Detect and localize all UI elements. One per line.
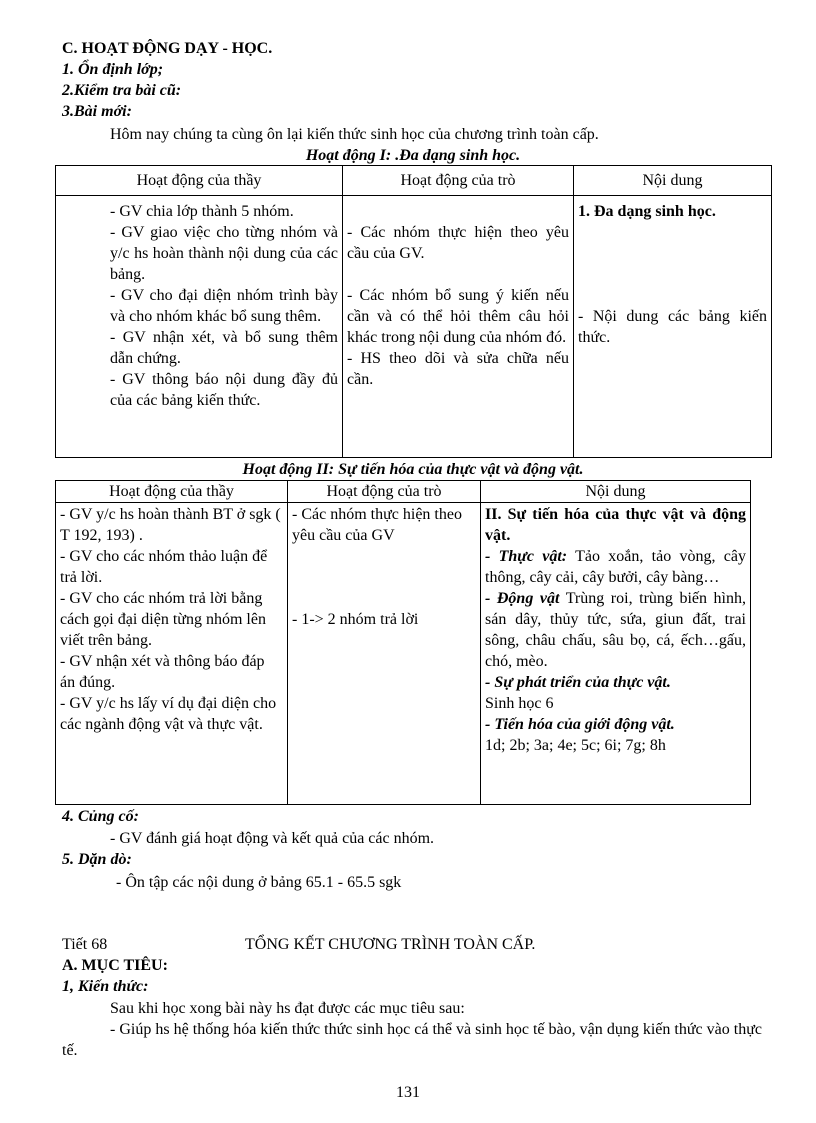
list-item: - GV thông báo nội dung đầy đủ của các bảng kiến thức. xyxy=(110,371,338,409)
list-item: - GV cho các nhóm thảo luận để trả lời. xyxy=(60,548,268,586)
list-item: - HS theo dõi và sửa chữa nếu cần. xyxy=(347,350,569,388)
step-2: 2.Kiểm tra bài cũ: xyxy=(62,82,182,99)
list-item: - GV cho đại diện nhóm trình bày và cho nhóm khác bổ sung thêm. xyxy=(110,287,338,325)
activity1-header-content: Nội dung xyxy=(574,166,772,196)
activity1-content-cell xyxy=(574,196,772,458)
objectives-line-1: Sau khi học xong bài này hs đạt được các mục tiêu sau: xyxy=(110,1000,465,1017)
step-3: 3.Bài mới: xyxy=(62,103,132,120)
activity1-header-teacher: Hoạt động của thầy xyxy=(56,166,343,196)
list-item: - Các nhóm thực hiện theo yêu cầu của GV xyxy=(292,506,462,544)
list-item: - GV giao việc cho từng nhóm và y/c hs hoàn thành nội dung của các bảng. xyxy=(110,224,338,283)
animals-item xyxy=(485,588,746,672)
plant-development-label: - Sự phát triển của thực vật. xyxy=(485,674,671,691)
activity1-student-cell xyxy=(343,196,574,458)
list-item: - GV y/c hs hoàn thành BT ở sgk ( T 192, 193) . xyxy=(60,506,281,544)
activity1-header-student: Hoạt động của trò xyxy=(343,166,574,196)
activity2-teacher-cell xyxy=(56,503,288,805)
list-item: - GV nhận xét, và bổ sung thêm dẫn chứng. xyxy=(110,329,338,367)
animal-evolution-label: - Tiến hóa của giới động vật. xyxy=(485,716,675,733)
content-heading: II. Sự tiến hóa của thực vật và động vật. xyxy=(485,506,746,544)
activity2-header-student: Hoạt động của trò xyxy=(288,481,481,503)
activity2-header-content: Nội dung xyxy=(481,481,751,503)
lesson-title: TỔNG KẾT CHƯƠNG TRÌNH TOÀN CẤP. xyxy=(245,936,536,953)
content-heading: 1. Đa dạng sinh học. xyxy=(578,203,716,220)
plants-label: - Thực vật: xyxy=(485,548,568,565)
plants-text: Tảo xoắn, tảo vòng, cây thông, cây cải, cây bưởi, cây bàng… xyxy=(485,548,747,586)
consolidate-title: 4. Củng cố: xyxy=(62,808,139,825)
list-item: - 1-> 2 nhóm trả lời xyxy=(292,611,419,628)
activity2-content-cell xyxy=(481,503,751,805)
activity2-table xyxy=(55,480,751,805)
list-item: - GV cho các nhóm trả lời bằng cách gọi đại diện từng nhóm lên viết trên bảng. xyxy=(60,590,266,649)
consolidate-text: - GV đánh giá hoạt động và kết quả của các nhóm. xyxy=(110,830,435,847)
section-c-title: C. HOẠT ĐỘNG DẠY - HỌC. xyxy=(62,40,273,57)
activity2-caption: Hoạt động II: Sự tiến hóa của thực vật và động vật. xyxy=(242,461,584,478)
homework-text: - Ôn tập các nội dung ở bảng 65.1 - 65.5 sgk xyxy=(116,874,402,891)
plants-item xyxy=(485,546,746,588)
list-item: - GV nhận xét và thông báo đáp án đúng. xyxy=(60,653,265,691)
activity1-table xyxy=(55,165,772,458)
animal-evolution-text: 1d; 2b; 3a; 4e; 5c; 6i; 7g; 8h xyxy=(485,737,666,754)
objectives-line-2: - Giúp hs hệ thống hóa kiến thức thức sinh học cá thể và sinh học tế bào, vận dụng kiến thức vào thực tế. xyxy=(62,1021,762,1059)
animals-label: - Động vật xyxy=(485,590,560,607)
list-item: - GV y/c hs lấy ví dụ đại diện cho các ngành động vật và thực vật. xyxy=(60,695,277,733)
lesson-period: Tiết 68 xyxy=(62,936,108,953)
page-number: 131 xyxy=(396,1084,420,1101)
list-item: - GV chia lớp thành 5 nhóm. xyxy=(110,203,294,220)
activity2-header-teacher: Hoạt động của thầy xyxy=(56,481,288,503)
knowledge-heading: 1, Kiến thức: xyxy=(62,978,149,995)
activity1-teacher-cell xyxy=(56,196,343,458)
list-item: - Các nhóm thực hiện theo yêu cầu của GV. xyxy=(347,224,569,262)
content-text: - Nội dung các bảng kiến thức. xyxy=(578,308,767,346)
plant-development-text: Sinh học 6 xyxy=(485,695,554,712)
step-1: 1. Ổn định lớp; xyxy=(62,61,164,78)
objectives-heading: A. MỤC TIÊU: xyxy=(62,957,168,974)
intro-paragraph: Hôm nay chúng ta cùng ôn lại kiến thức sinh học của chương trình toàn cấp. xyxy=(110,126,599,143)
activity2-student-cell xyxy=(288,503,481,805)
animals-text: Trùng roi, trùng biến hình, sán dây, thủy tức, sứa, giun đất, trai sông, châu chấu, sâu bọ, cá, ếch…gấu, chó, mèo. xyxy=(485,590,746,670)
activity1-caption: Hoạt động I: .Đa dạng sinh học. xyxy=(305,147,521,164)
homework-title: 5. Dặn dò: xyxy=(62,851,132,868)
list-item: - Các nhóm bổ sung ý kiến nếu cần và có thể hỏi thêm câu hỏi khác trong nội dung của nhóm đó. xyxy=(347,287,569,346)
